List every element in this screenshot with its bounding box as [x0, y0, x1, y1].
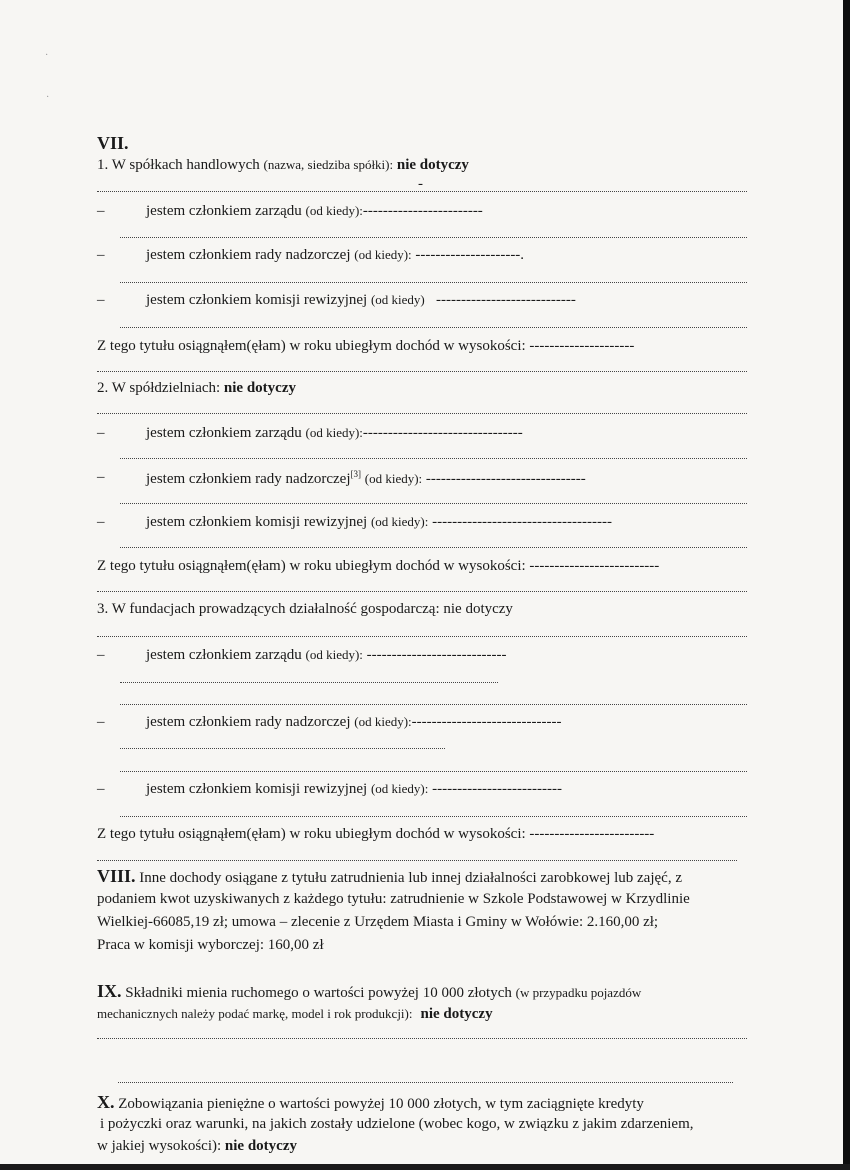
note: (od kiedy): [305, 203, 363, 218]
label: 2. W spółdzielniach: [97, 380, 224, 396]
footnote-ref: [3] [350, 469, 361, 479]
label: jestem członkiem rady nadzorczej [146, 714, 355, 730]
note: (od kiedy): [354, 247, 412, 262]
bullet-dash: – [97, 514, 105, 530]
dotted-line [97, 412, 747, 414]
label: jestem członkiem zarządu [146, 647, 306, 663]
label: jestem członkiem zarządu [146, 203, 306, 219]
bullet-dash: – [97, 714, 105, 730]
dotted-line [120, 502, 747, 504]
scan-edge [843, 0, 850, 1170]
section-10-heading: X. [97, 1092, 115, 1112]
note: (w przypadku pojazdów [515, 985, 642, 1000]
label: Z tego tytułu osiągnąłem(ęłam) w roku ubiegłym dochód w wysokości: [97, 338, 526, 354]
value: ---------------------------- [436, 292, 576, 308]
label: jestem członkiem komisji rewizyjnej [146, 514, 371, 530]
value: ------------------------ [362, 203, 483, 219]
section-9-heading: IX. [97, 981, 122, 1001]
note: (od kiedy): [305, 647, 363, 662]
value: -------------------------- [432, 781, 562, 797]
section-10-line-2: i pożyczki oraz warunki, na jakich zostały udzielone (wobec kogo, w związku z jakim zdarzeniem, [100, 1116, 694, 1132]
scan-speck: · [45, 50, 49, 61]
label: Z tego tytułu osiągnąłem(ęłam) w roku ubiegłym dochód w wysokości: [97, 826, 526, 842]
note: (od kiedy): [370, 781, 429, 796]
dotted-line [120, 747, 445, 749]
text: Inne dochody osiągane z tytułu zatrudnienia lub innej działalności zarobkowej lub zajęć, z [139, 870, 682, 886]
dotted-line [120, 546, 747, 548]
value: --------------------- [529, 338, 635, 354]
label: jestem członkiem komisji rewizyjnej [146, 781, 371, 797]
item-supervisory-board [146, 469, 586, 488]
bullet-dash: – [97, 469, 105, 485]
note: (nazwa, siedziba spółki): [263, 157, 394, 172]
section-9-line-1 [97, 981, 641, 1002]
dotted-line [97, 1037, 747, 1039]
note: (od kiedy): [305, 425, 363, 440]
value: nie dotyczy [224, 1138, 297, 1154]
value: nie dotyczy [223, 380, 296, 396]
section-9-line-2 [97, 1005, 493, 1023]
section-7-2-title [97, 380, 296, 397]
note: mechanicznych należy podać markę, model i rok produkcji): [97, 1006, 413, 1021]
label: jestem członkiem rady nadzorczej [146, 471, 351, 487]
label: jestem członkiem rady nadzorczej [146, 247, 355, 263]
section-7-3-title: 3. W fundacjach prowadzących działalność gospodarczą: nie dotyczy [97, 601, 513, 617]
dotted-line [120, 281, 747, 283]
dotted-line [97, 590, 747, 592]
item-board-member [146, 647, 507, 664]
dash-mark: - [418, 176, 423, 192]
bullet-dash: – [97, 647, 105, 663]
section-8-line-4: Praca w komisji wyborczej: 160,00 zł [97, 937, 324, 953]
section-8-line-3: Wielkiej-66085,19 zł; umowa – zlecenie z Urzędem Miasta i Gminy w Wołówie: 2.160,00 zł; [97, 914, 659, 930]
value: nie dotyczy [420, 1006, 493, 1022]
dotted-line [118, 1081, 733, 1083]
bullet-dash: – [97, 203, 105, 219]
bullet-dash: – [97, 247, 105, 263]
dotted-line [120, 770, 747, 772]
section-8-line-1 [97, 866, 682, 887]
dotted-line [120, 326, 747, 328]
note: (od kiedy): [354, 714, 412, 729]
item-board-member [146, 203, 483, 220]
text: w jakiej wysokości): [97, 1138, 225, 1154]
value: ------------------------------------ [432, 514, 612, 530]
item-audit-committee [146, 514, 612, 531]
item-supervisory-board [146, 247, 524, 264]
text: Zobowiązania pieniężne o wartości powyżej 10 000 złotych, w tym zaciągnięte kredyty [118, 1096, 644, 1112]
bullet-dash: – [97, 781, 105, 797]
value: -------------------------------- [425, 471, 586, 487]
note: (od kiedy): [364, 471, 423, 486]
label: jestem członkiem zarządu [146, 425, 306, 441]
income-line [97, 338, 634, 355]
value: ------------------------------ [411, 714, 562, 730]
label: Z tego tytułu osiągnąłem(ęłam) w roku ubiegłym dochód w wysokości: [97, 558, 526, 574]
text: Składniki mienia ruchomego o wartości powyżej 10 000 złotych [125, 985, 516, 1001]
scan-edge [0, 1164, 850, 1170]
dotted-line [120, 236, 747, 238]
value: -------------------------- [529, 558, 660, 574]
dotted-line [120, 815, 747, 817]
section-8-heading: VIII. [97, 866, 136, 886]
item-board-member [146, 425, 523, 442]
section-8-line-2: podaniem kwot uzyskiwanych z każdego tytułu: zatrudnienie w Szkole Podstawowej w Krzydlinie [97, 891, 690, 907]
label: 1. W spółkach handlowych [97, 157, 264, 173]
scan-speck: · [46, 92, 50, 103]
bullet-dash: – [97, 425, 105, 441]
section-10-line-1 [97, 1092, 644, 1113]
item-audit-committee [146, 781, 562, 798]
bullet-dash: – [97, 292, 105, 308]
value: -------------------------------- [362, 425, 523, 441]
income-line [97, 558, 659, 575]
note: (od kiedy) [370, 292, 425, 307]
value: ------------------------- [529, 826, 655, 842]
value: ---------------------------- [366, 647, 507, 663]
dotted-line [120, 681, 498, 683]
section-7-1-title [97, 157, 469, 174]
dotted-line [120, 457, 747, 459]
section-10-line-3 [97, 1138, 297, 1155]
note: (od kiedy): [370, 514, 429, 529]
label: jestem członkiem komisji rewizyjnej [146, 292, 371, 308]
dotted-line [97, 635, 747, 637]
dotted-line [97, 370, 747, 372]
value: nie dotyczy [396, 157, 469, 173]
item-audit-committee [146, 292, 576, 309]
dotted-line [97, 859, 737, 861]
item-supervisory-board [146, 714, 562, 731]
dotted-line [120, 703, 747, 705]
income-line [97, 826, 654, 843]
section-7-heading: VII. [97, 133, 129, 153]
value: ---------------------. [415, 247, 525, 263]
